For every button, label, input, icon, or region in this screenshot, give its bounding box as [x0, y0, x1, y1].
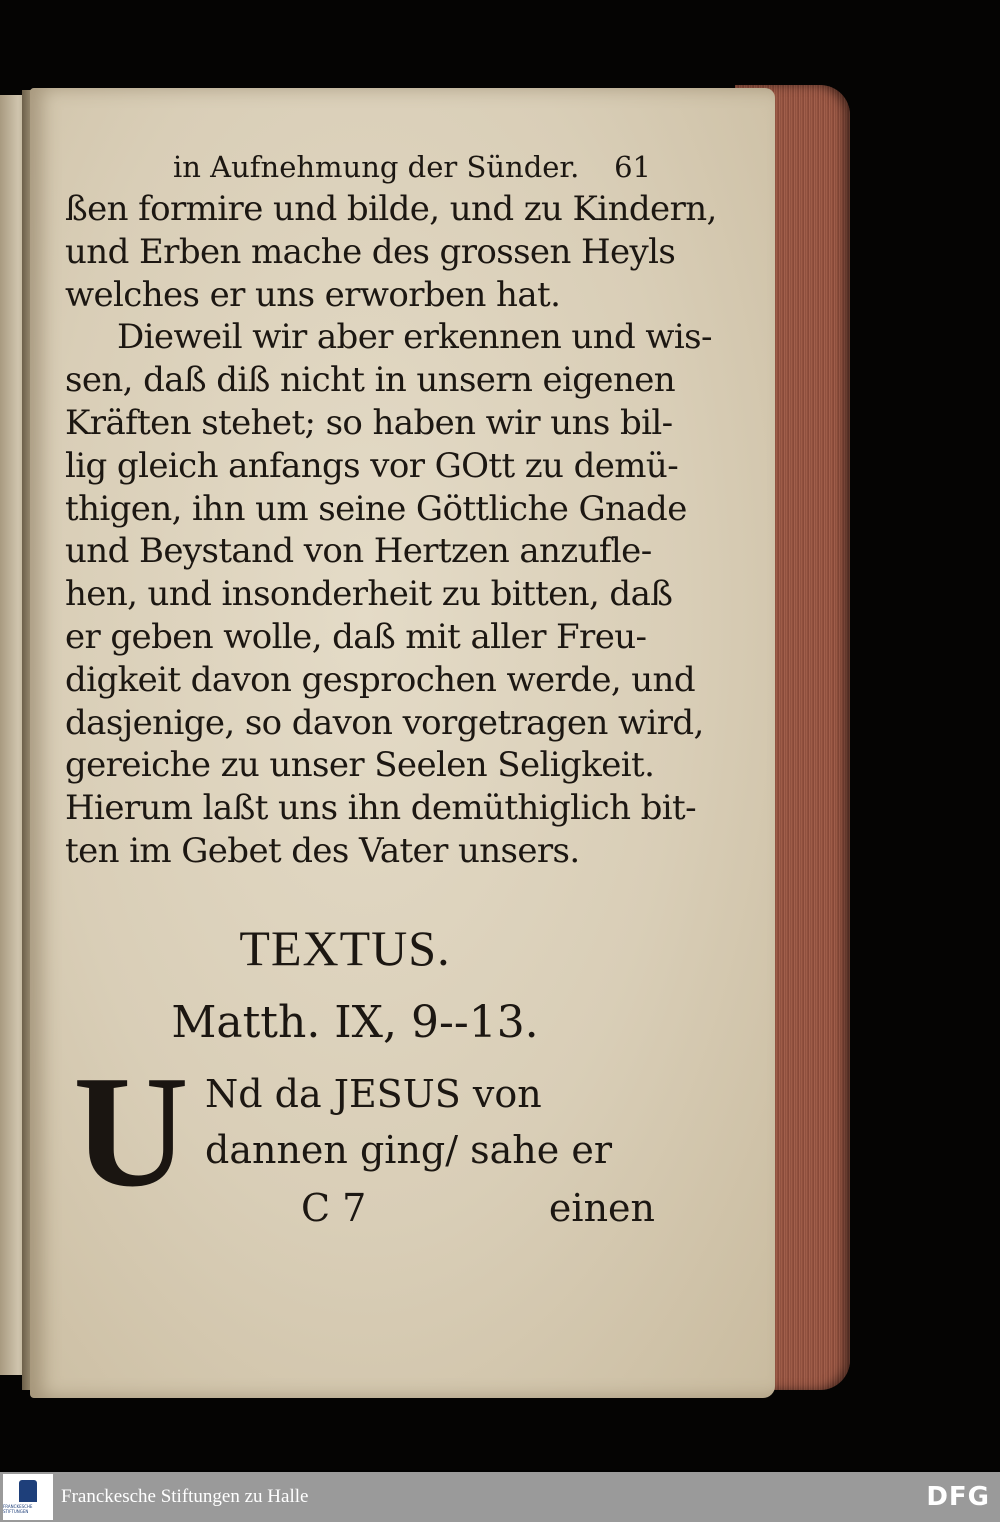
- dfg-logo[interactable]: DFG: [926, 1482, 990, 1512]
- text-line: Dieweil wir aber erkennen und wis-: [117, 317, 712, 358]
- text-line: Kräften stehet; so haben wir uns bil-: [65, 402, 673, 443]
- text-line: dannen ging/ sahe er: [205, 1127, 612, 1172]
- text-line: lig gleich anfangs vor GOtt zu demü-: [65, 445, 679, 486]
- emblem-icon: [19, 1480, 37, 1502]
- text-line: dasjenige, so davon vorgetragen wird,: [65, 702, 704, 743]
- text-line: gereiche zu unser Seelen Seligkeit.: [65, 745, 655, 786]
- text-line: thigen, ihn um seine Göttliche Gnade: [65, 488, 687, 529]
- text-line: digkeit davon gesprochen werde, und: [65, 659, 696, 700]
- section-heading: TEXTUS.: [239, 919, 451, 976]
- text-line: sen, daß diß nicht in unsern eigenen: [65, 360, 676, 401]
- signature-mark: C 7: [301, 1185, 367, 1230]
- text-line: Nd da JESUS von: [205, 1071, 542, 1116]
- text-line: ten im Gebet des Vater unsers.: [65, 830, 580, 871]
- text-line: welches er uns erworben hat.: [65, 274, 561, 315]
- institution-logo[interactable]: [3, 1474, 53, 1520]
- text-line: und Erben mache des grossen Heyls: [65, 231, 676, 272]
- viewer-footer: [0, 1472, 1000, 1522]
- running-head: [65, 150, 655, 184]
- text-line: ßen formire und bilde, und zu Kindern,: [65, 189, 717, 229]
- page-number: 61: [614, 150, 651, 184]
- text-line: hen, und insonderheit zu bitten, daß: [65, 574, 673, 615]
- running-head-title: in Aufnehmung der Sünder.: [173, 150, 580, 184]
- text-line: Hierum laßt uns ihn demüthiglich bit-: [65, 788, 697, 829]
- institution-name[interactable]: Franckesche Stiftungen zu Halle: [61, 1486, 309, 1507]
- text-line: er geben wolle, daß mit aller Freu-: [65, 616, 647, 657]
- logo-text: FRANCKESCHE STIFTUNGEN: [3, 1504, 33, 1514]
- drop-cap: U: [73, 1041, 189, 1220]
- catchword: einen: [548, 1185, 655, 1230]
- bible-reference: Matth. IX, 9--13.: [171, 996, 539, 1048]
- text-opening: [65, 1041, 655, 1274]
- text-line: und Beystand von Hertzen anzufle-: [65, 531, 652, 572]
- page-text: [65, 150, 717, 1274]
- footline: [301, 1186, 655, 1230]
